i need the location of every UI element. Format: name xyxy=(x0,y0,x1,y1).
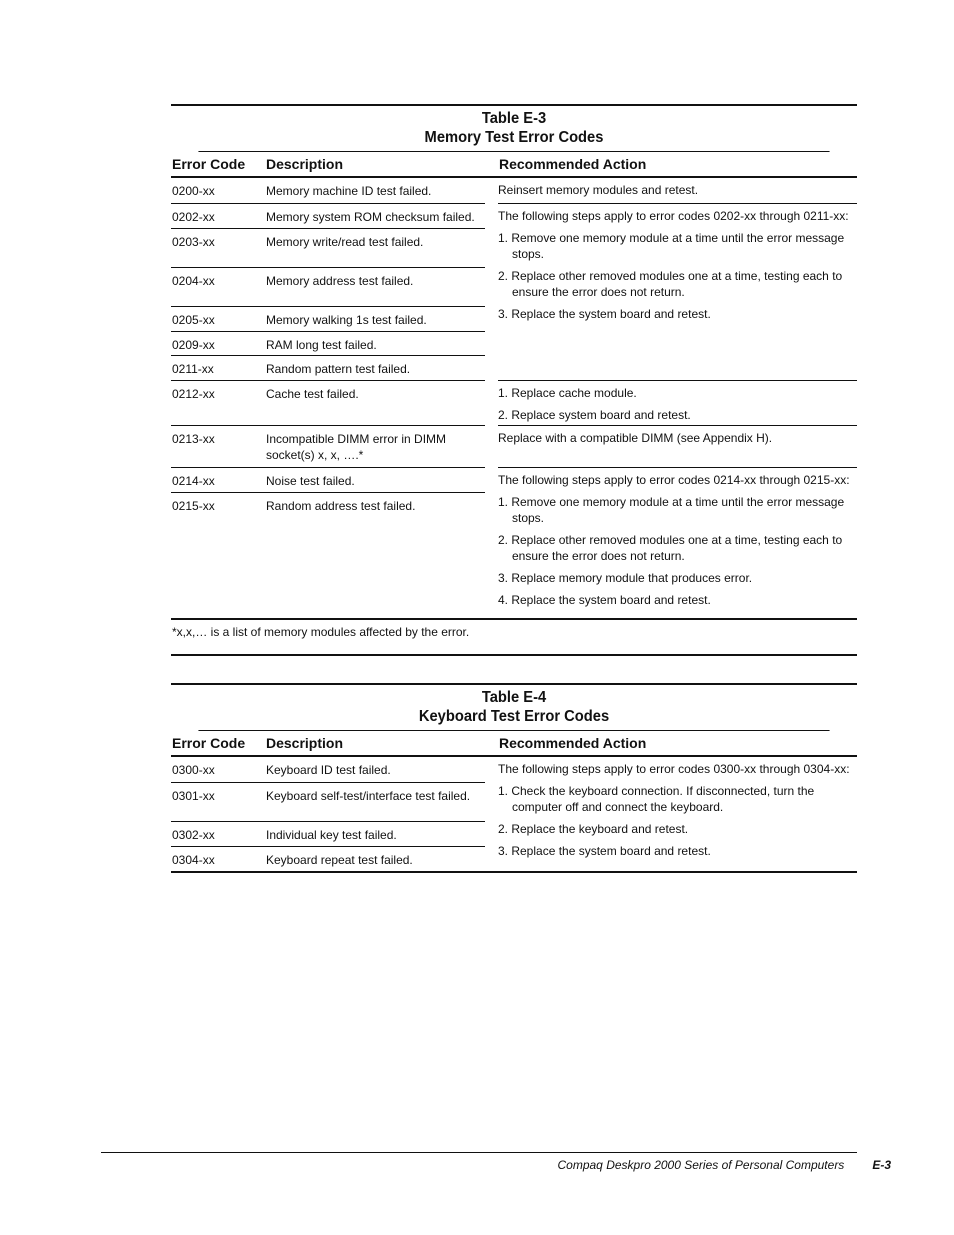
error-code: 0204-xx xyxy=(172,274,215,288)
action-group xyxy=(498,380,857,425)
page-footer xyxy=(101,1157,891,1173)
action-step: The following steps apply to error codes 0300-xx through 0304-xx: xyxy=(498,762,850,776)
error-description: Random pattern test failed. xyxy=(266,362,411,376)
table-header-row xyxy=(171,152,857,178)
error-code: 0301-xx xyxy=(172,789,215,803)
table-e4 xyxy=(171,683,857,873)
page-number: E-3 xyxy=(872,1158,891,1172)
error-description: Keyboard ID test failed. xyxy=(266,763,391,777)
table-row xyxy=(171,267,485,306)
error-description: Cache test failed. xyxy=(266,387,359,401)
table-row xyxy=(171,355,485,380)
error-code-rows xyxy=(171,757,485,871)
error-description: Keyboard repeat test failed. xyxy=(266,853,413,867)
header-recommended-action: Recommended Action xyxy=(499,735,647,751)
table-row xyxy=(171,203,485,228)
error-code: 0202-xx xyxy=(172,210,215,224)
header-description: Description xyxy=(266,735,344,751)
table-caption xyxy=(198,106,829,152)
action-group xyxy=(498,757,857,871)
error-code: 0304-xx xyxy=(172,853,215,867)
error-description: Memory walking 1s test failed. xyxy=(266,313,427,327)
action-step: 2. Replace other removed modules one at a time, testing each to ensure the error does not return. xyxy=(498,269,843,299)
table-number: Table E-4 xyxy=(481,689,547,706)
table-row xyxy=(171,306,485,331)
footer-title: Compaq Deskpro 2000 Series of Personal Computers xyxy=(557,1158,845,1172)
action-groups xyxy=(498,178,857,618)
error-description: RAM long test failed. xyxy=(266,338,377,352)
table-row xyxy=(171,757,485,782)
table-row xyxy=(171,846,485,871)
header-error-code: Error Code xyxy=(172,156,246,172)
table-title: Memory Test Error Codes xyxy=(424,129,604,146)
error-code: 0205-xx xyxy=(172,313,215,327)
error-code: 0209-xx xyxy=(172,338,215,352)
action-group xyxy=(498,467,857,618)
footer-rule xyxy=(101,1152,857,1153)
table-row xyxy=(171,178,485,203)
error-description: Random address test failed. xyxy=(266,499,416,513)
table-row xyxy=(171,331,485,355)
error-code: 0211-xx xyxy=(172,362,214,376)
action-step: 2. Replace the keyboard and retest. xyxy=(498,822,689,836)
table-title: Keyboard Test Error Codes xyxy=(418,708,610,725)
header-description: Description xyxy=(266,156,344,172)
error-description: Individual key test failed. xyxy=(266,828,397,842)
table-number: Table E-3 xyxy=(481,110,547,127)
action-step: 2. Replace other removed modules one at a time, testing each to ensure the error does not return. xyxy=(498,533,843,563)
error-code: 0203-xx xyxy=(172,235,215,249)
table-row xyxy=(171,467,485,492)
header-error-code: Error Code xyxy=(172,735,246,751)
error-description: Noise test failed. xyxy=(266,474,355,488)
action-step: 4. Replace the system board and retest. xyxy=(498,593,711,607)
table-row xyxy=(171,425,485,467)
error-code: 0200-xx xyxy=(172,184,215,198)
table-row xyxy=(171,492,485,618)
error-description: Memory address test failed. xyxy=(266,274,414,288)
action-step: 3. Replace memory module that produces error. xyxy=(498,571,753,585)
error-code: 0214-xx xyxy=(172,474,215,488)
table-header-row xyxy=(171,731,857,757)
error-code: 0215-xx xyxy=(172,499,215,513)
error-description: Memory system ROM checksum failed. xyxy=(266,210,475,224)
header-recommended-action: Recommended Action xyxy=(499,156,647,172)
action-group xyxy=(498,178,857,203)
action-step: 1. Check the keyboard connection. If disconnected, turn the computer off and connect the keyboard. xyxy=(498,784,815,814)
table-row xyxy=(171,782,485,821)
error-code: 0300-xx xyxy=(172,763,215,777)
table-caption xyxy=(198,685,829,731)
error-code-rows xyxy=(171,178,485,618)
error-description: Memory write/read test failed. xyxy=(266,235,424,249)
action-step: 1. Remove one memory module at a time until the error message stops. xyxy=(498,495,845,525)
error-description: Memory machine ID test failed. xyxy=(266,184,432,198)
table-row xyxy=(171,821,485,846)
table-bottom-rule xyxy=(171,871,857,873)
action-groups xyxy=(498,757,857,871)
action-step: 2. Replace system board and retest. xyxy=(498,408,691,422)
table-row xyxy=(171,380,485,425)
table-row xyxy=(171,228,485,267)
error-description: Keyboard self-test/interface test failed. xyxy=(266,789,471,803)
action-step: 3. Replace the system board and retest. xyxy=(498,844,711,858)
table-e3 xyxy=(171,104,857,656)
action-step: 3. Replace the system board and retest. xyxy=(498,307,711,321)
action-step: 1. Remove one memory module at a time until the error message stops. xyxy=(498,231,845,261)
table-body xyxy=(171,178,857,618)
action-step: Replace with a compatible DIMM (see Appendix H). xyxy=(498,431,773,445)
table-footnote: *x,x,… is a list of memory modules affected by the error. xyxy=(171,618,857,656)
table-body xyxy=(171,757,857,871)
error-code: 0302-xx xyxy=(172,828,215,842)
action-group xyxy=(498,425,857,467)
error-code: 0213-xx xyxy=(172,432,215,446)
action-step: Reinsert memory modules and retest. xyxy=(498,183,699,197)
error-code: 0212-xx xyxy=(172,387,215,401)
action-step: 1. Replace cache module. xyxy=(498,386,637,400)
action-step: The following steps apply to error codes 0214-xx through 0215-xx: xyxy=(498,473,850,487)
action-group xyxy=(498,203,857,380)
error-description: Incompatible DIMM error in DIMM socket(s) x, x, ….* xyxy=(266,432,447,462)
action-step: The following steps apply to error codes 0202-xx through 0211-xx: xyxy=(498,209,849,223)
